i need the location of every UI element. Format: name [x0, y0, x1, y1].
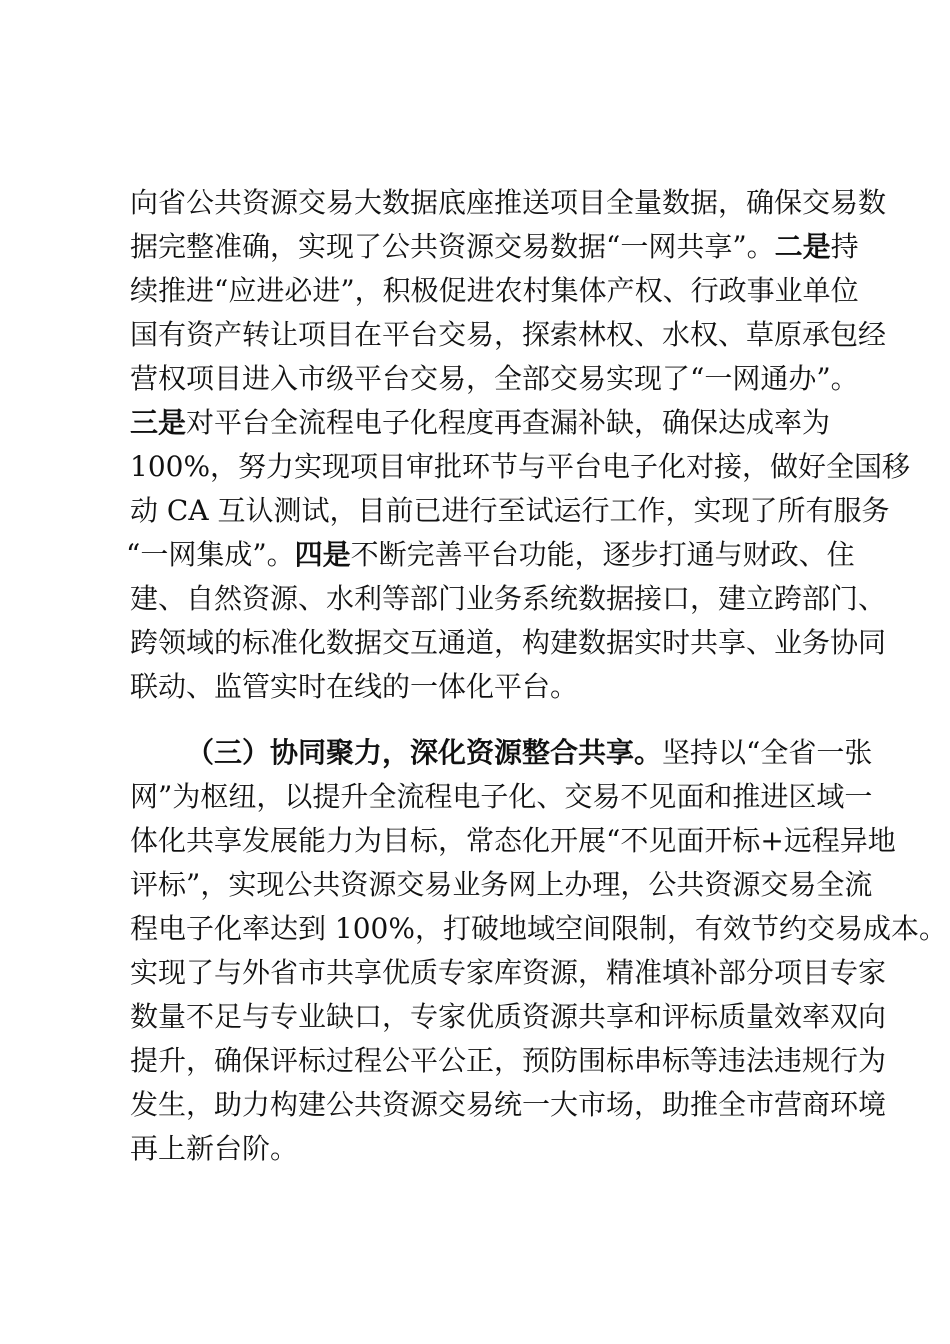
text-segment: 不断完善平台功能，逐步打通与财政、住: [350, 538, 855, 571]
text-line: 续推进“应进必进”，积极促进农村集体产权、行政事业单位: [130, 274, 859, 307]
text-line: [130, 401, 830, 445]
text-line: 体化共享发展能力为目标，常态化开展“不见面开标+远程异地: [130, 824, 896, 857]
text-line: 营权项目进入市级平台交易，全部交易实现了“一网通办”。: [130, 362, 859, 395]
text-line: 数量不足与专业缺口，专家优质资源共享和评标质量效率双向: [130, 1000, 887, 1033]
text-line: 再上新台阶。: [130, 1132, 299, 1165]
text-line: 跨领域的标准化数据交互通道，构建数据实时共享、业务协同: [130, 626, 887, 659]
enumeration-marker: 四是: [294, 538, 351, 571]
text-line: [130, 225, 859, 269]
enumeration-marker: 三是: [130, 406, 187, 439]
text-line: [186, 731, 873, 775]
section-heading: （三）协同聚力，深化资源整合共享。: [186, 736, 663, 769]
text-line: 联动、监管实时在线的一体化平台。: [130, 670, 579, 703]
text-line: 100%，努力实现项目审批环节与平台电子化对接，做好全国移: [130, 450, 911, 483]
text-line: 实现了与外省市共享优质专家库资源，精准填补部分项目专家: [130, 956, 887, 989]
text-line: 网”为枢纽，以提升全流程电子化、交易不见面和推进区域一: [130, 780, 873, 813]
text-segment: 坚持以“全省一张: [662, 736, 873, 769]
text-line: 评标”，实现公共资源交易业务网上办理，公共资源交易全流: [130, 868, 873, 901]
text-segment: 据完整准确，实现了公共资源交易数据“一网共享”。: [130, 230, 775, 263]
text-line: 国有资产转让项目在平台交易，探索林权、水权、草原承包经: [130, 318, 887, 351]
text-line: 提升，确保评标过程公平公正，预防围标串标等违法违规行为: [130, 1044, 887, 1077]
text-line: 动 CA 互认测试，目前已进行至试运行工作，实现了所有服务: [130, 494, 890, 527]
enumeration-marker: 二是: [774, 230, 831, 263]
text-line: 建、自然资源、水利等部门业务系统数据接口，建立跨部门、: [130, 582, 887, 615]
text-line: 发生，助力构建公共资源交易统一大市场，助推全市营商环境: [130, 1088, 887, 1121]
text-segment: 持: [830, 230, 859, 263]
text-line: 向省公共资源交易大数据底座推送项目全量数据，确保交易数: [130, 186, 887, 219]
text-line: [126, 533, 855, 577]
text-segment: “一网集成”。: [126, 538, 295, 571]
text-line: 程电子化率达到 100%，打破地域空间限制，有效节约交易成本。: [130, 912, 947, 945]
text-segment: 对平台全流程电子化程度再查漏补缺，确保达成率为: [186, 406, 831, 439]
